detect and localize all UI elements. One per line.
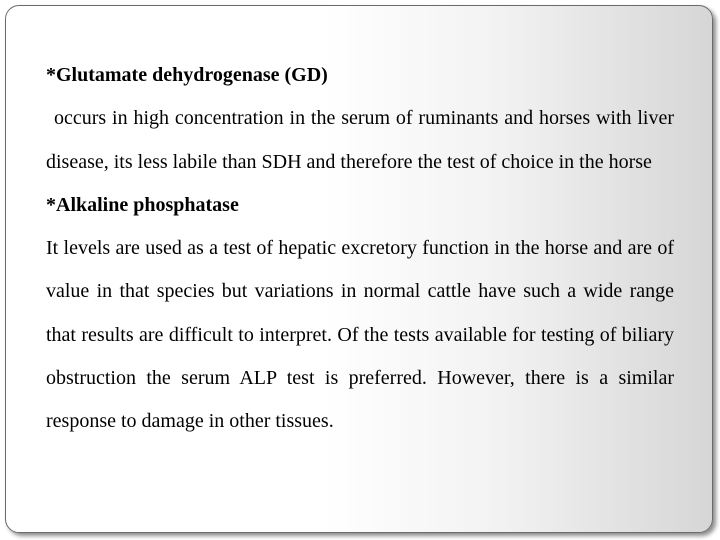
slide-content	[46, 54, 674, 444]
section-heading-gd: *Glutamate dehydrogenase (GD)	[46, 64, 328, 86]
slide-frame	[5, 5, 713, 533]
section-body-gd: occurs in high concentration in the serum of ruminants and horses with liver disease, its less labile than SDH and therefore the test of choice in the horse	[46, 107, 674, 173]
section-body-alp: It levels are used as a test of hepatic excretory function in the horse and are of value in that species but variations in normal cattle have such a wide range that results are difficult to interpret. Of the tests available for testing of biliary obstruction the serum ALP test is preferred. However, there is a similar response to damage in other tissues.	[46, 237, 674, 433]
section-heading-alp: *Alkaline phosphatase	[46, 193, 239, 216]
